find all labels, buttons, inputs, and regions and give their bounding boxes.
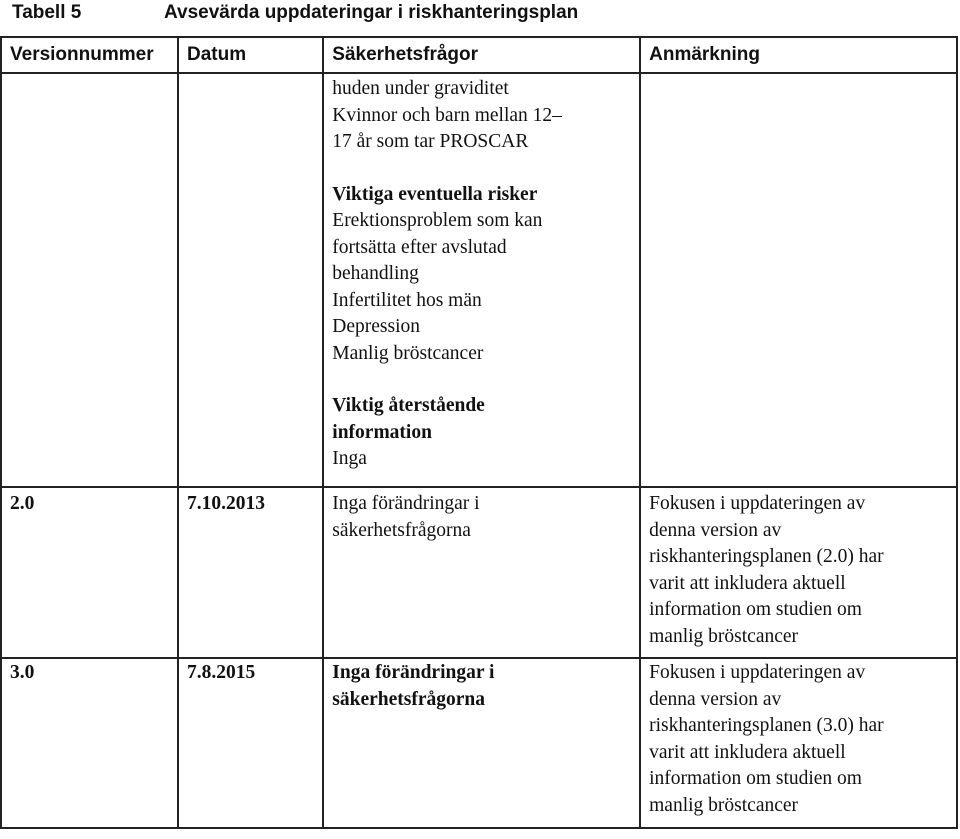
header-safety: Säkerhetsfrågor [323, 37, 640, 73]
risk-plan-table-wrapper [0, 36, 958, 836]
cell-safety [323, 487, 640, 658]
text-line: fortsätta efter avslutad [332, 236, 507, 258]
text-line: Inga förändringar i [332, 493, 480, 514]
text-line: information om studien om [649, 599, 862, 620]
table-row-continuation [1, 73, 957, 487]
text-line: behandling [332, 263, 419, 284]
text-line: denna version av [649, 688, 782, 710]
spacer [332, 367, 631, 393]
text-line: Fokusen i uppdateringen av [649, 493, 866, 514]
cell-safety [323, 658, 640, 828]
cell-remark [640, 658, 957, 828]
table-title: Avsevärda uppdateringar i riskhanteringsplan [164, 2, 579, 23]
text-line: Kvinnor och barn mellan 12– [332, 104, 562, 126]
text-line: säkerhetsfrågorna [332, 519, 471, 541]
continuation-block-b [332, 182, 631, 368]
table-row [1, 487, 957, 658]
table-caption [0, 0, 960, 30]
text-line: manlig bröstcancer [649, 794, 799, 816]
text-line: 17 år som tar PROSCAR [332, 131, 529, 152]
text-line: riskhanteringsplanen (3.0) har [649, 715, 884, 736]
cell-version-empty [1, 73, 178, 487]
text-line: varit att inkludera aktuell [649, 572, 846, 594]
cell-date: 7.10.2013 [178, 487, 323, 658]
cell-date: 7.8.2015 [178, 658, 323, 828]
text-line: säkerhetsfrågorna [332, 688, 486, 710]
continuation-block-a [332, 76, 631, 156]
section-heading: information [332, 421, 432, 443]
header-version: Versionnummer [1, 37, 178, 73]
header-remark: Anmärkning [640, 37, 957, 73]
text-line: Depression [332, 316, 421, 337]
text-line: Inga [332, 448, 367, 469]
text-line: Erektionsproblem som kan [332, 210, 543, 231]
text-line: Infertilitet hos män [332, 289, 482, 311]
section-heading: Viktig återstående [332, 395, 485, 416]
cell-remark-empty [640, 73, 957, 487]
text-line: riskhanteringsplanen (2.0) har [649, 546, 884, 567]
risk-plan-table [0, 36, 958, 829]
text-line: manlig bröstcancer [649, 625, 799, 647]
text-line: Inga förändringar i [332, 662, 495, 683]
cell-date-empty [178, 73, 323, 487]
text-line: information om studien om [649, 768, 862, 789]
text-line: Manlig bröstcancer [332, 342, 484, 364]
header-date: Datum [178, 37, 323, 73]
continuation-block-c [332, 393, 631, 473]
table-header-row [1, 37, 957, 73]
text-line: denna version av [649, 519, 782, 541]
cell-safety-continuation [323, 73, 640, 487]
section-heading: Viktiga eventuella risker [332, 183, 538, 205]
text-line: Fokusen i uppdateringen av [649, 662, 866, 683]
table-label: Tabell 5 [12, 2, 82, 23]
text-line: huden under graviditet [332, 78, 509, 99]
cell-version: 2.0 [1, 487, 178, 658]
text-line: varit att inkludera aktuell [649, 741, 846, 763]
cell-version: 3.0 [1, 658, 178, 828]
cell-remark [640, 487, 957, 658]
spacer [332, 156, 631, 182]
table-row [1, 658, 957, 828]
